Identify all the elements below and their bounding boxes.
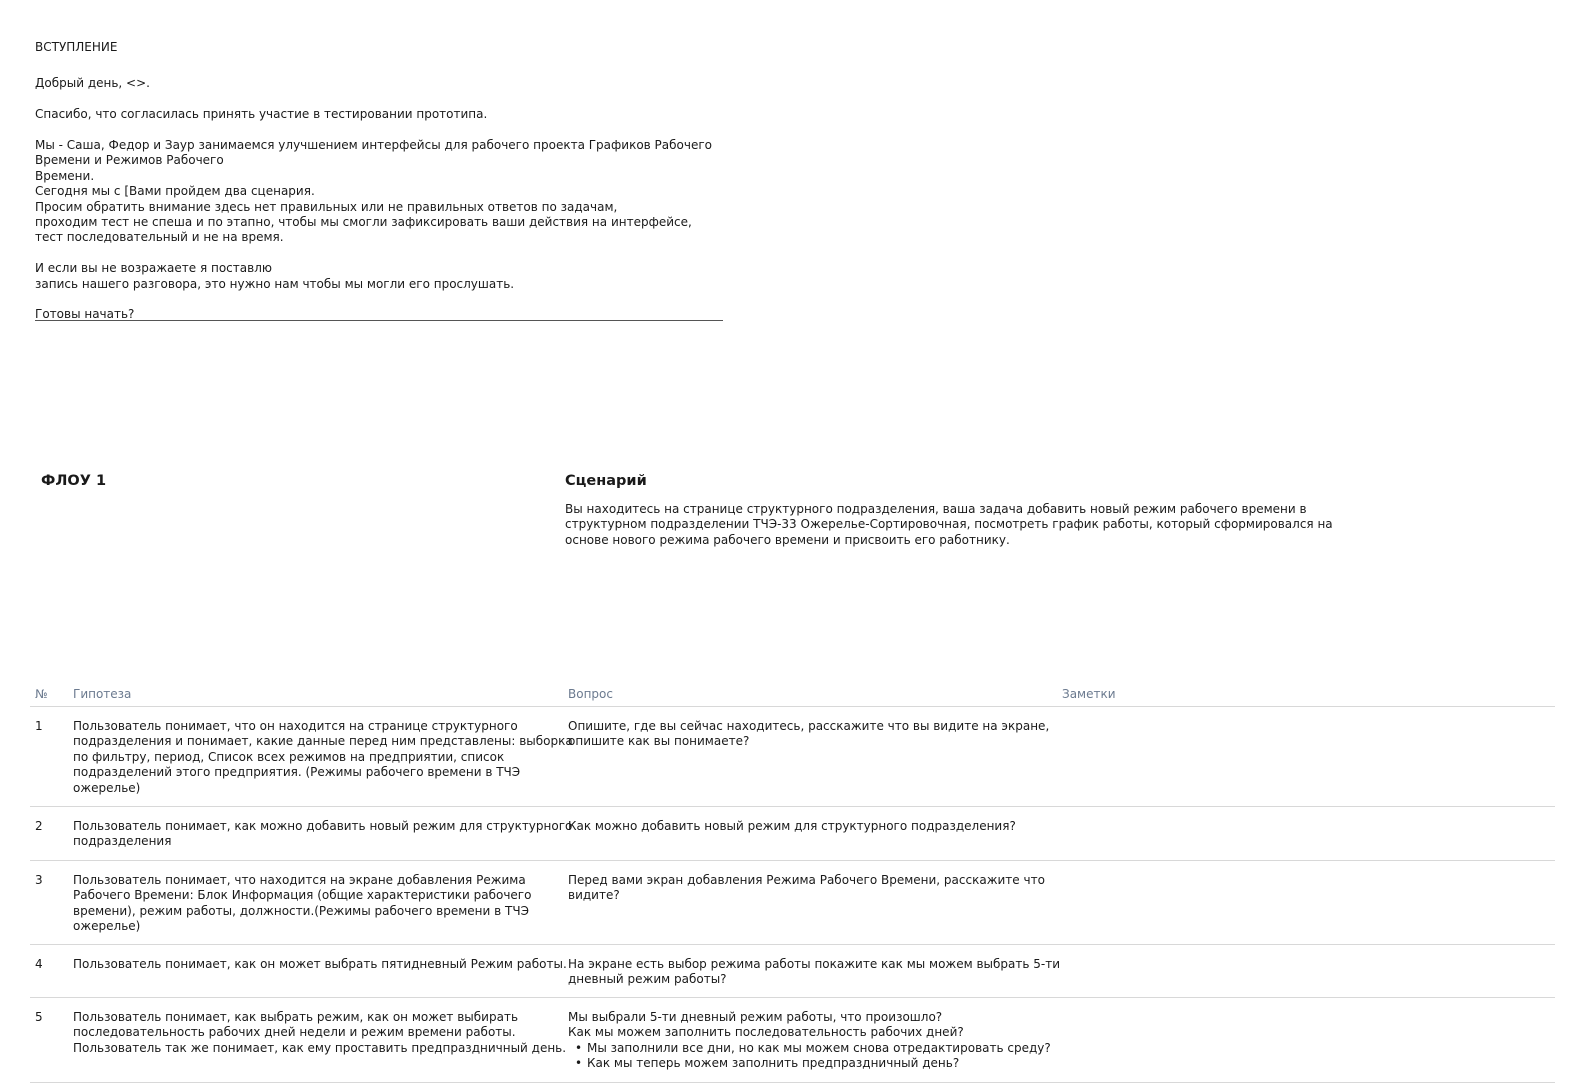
row-question: На экране есть выбор режима работы покажите как мы можем выбрать 5-ти дневный режим работы? bbox=[568, 957, 1061, 987]
row-hypothesis: Пользователь понимает, как выбрать режим, как он может выбирать последовательность рабочих дней недели и режим времени работы. Пользователь так же понимает, как ему проставить предпраздничный день. bbox=[73, 1010, 567, 1055]
intro-thanks: Спасибо, что согласилась принять участие в тестировании прототипа. bbox=[35, 107, 488, 122]
question-bullet: • Мы заполнили все дни, но как мы можем снова отредактировать среду? bbox=[568, 1041, 1068, 1056]
table-row bbox=[30, 707, 1555, 807]
flow-title: ФЛОУ 1 bbox=[41, 473, 107, 489]
header-hypothesis: Гипотеза bbox=[73, 687, 132, 701]
intro-team-line: Мы - Саша, Федор и Заур занимаемся улучшением интерфейсы для рабочего проекта Графиков Рабочего Времени и Режимов Рабочего bbox=[35, 138, 713, 168]
question-bullet-list bbox=[568, 1041, 1068, 1072]
intro-heading: ВСТУПЛЕНИЕ bbox=[35, 40, 118, 54]
intro-team-paragraph bbox=[35, 138, 725, 246]
intro-record-paragraph bbox=[35, 261, 725, 292]
intro-team-line: Сегодня мы с [Вами пройдем два сценария. bbox=[35, 184, 315, 199]
intro-team-line: Просим обратить внимание здесь нет правильных или не правильных ответов по задачам, bbox=[35, 199, 618, 214]
row-question: Как можно добавить новый режим для структурного подразделения? bbox=[568, 819, 1016, 833]
hypothesis-table bbox=[30, 687, 1555, 1083]
row-hypothesis: Пользователь понимает, что он находится на странице структурного подразделения и понимает, какие данные перед ним представлены: выборка по фильтру, период, Список всех режимов на предприятии, список подразделений этого предприятия. (Режимы рабочего времени в ТЧЭ ожерелье) bbox=[73, 719, 573, 795]
row-num: 1 bbox=[35, 719, 43, 733]
scenario-title: Сценарий bbox=[565, 473, 647, 489]
intro-team-line: тест последовательный и не на время. bbox=[35, 230, 284, 245]
row-num: 4 bbox=[35, 957, 43, 971]
table-row bbox=[30, 998, 1555, 1083]
table-row bbox=[30, 861, 1555, 945]
question-line: Мы выбрали 5-ти дневный режим работы, что произошло? bbox=[568, 1010, 943, 1024]
intro-record-line: И если вы не возражаете я поставлю bbox=[35, 261, 272, 276]
row-num: 2 bbox=[35, 819, 43, 833]
table-header-row bbox=[30, 687, 1555, 707]
row-num: 3 bbox=[35, 873, 43, 887]
intro-team-line: проходим тест не спеша и по этапно, чтобы мы смогли зафиксировать ваши действия на интерфейсе, bbox=[35, 215, 692, 230]
header-notes: Заметки bbox=[1062, 687, 1116, 701]
row-question: Перед вами экран добавления Режима Рабочего Времени, расскажите что видите? bbox=[568, 873, 1045, 903]
intro-ready-question: Готовы начать? bbox=[35, 307, 135, 322]
scenario-text: Вы находитесь на странице структурного подразделения, ваша задача добавить новый режим рабочего времени в структурном подразделении ТЧЭ-33 Ожерелье-Сортировочная, посмотреть график работы, который сформировался на основе нового режима рабочего времени и присвоить его работнику. bbox=[565, 502, 1333, 547]
row-num: 5 bbox=[35, 1010, 43, 1024]
header-question: Вопрос bbox=[568, 687, 613, 701]
intro-team-line: Времени. bbox=[35, 168, 95, 183]
row-question bbox=[568, 1010, 1068, 1072]
header-num: № bbox=[35, 687, 48, 701]
intro-section bbox=[35, 40, 725, 329]
intro-greeting: Добрый день, <>. bbox=[35, 76, 150, 91]
table-row bbox=[30, 807, 1555, 861]
intro-record-line: запись нашего разговора, это нужно нам чтобы мы могли его прослушать. bbox=[35, 276, 515, 291]
row-hypothesis: Пользователь понимает, как можно добавить новый режим для структурного подразделения bbox=[73, 819, 573, 849]
question-line: Как мы можем заполнить последовательность рабочих дней? bbox=[568, 1025, 964, 1040]
row-hypothesis: Пользователь понимает, что находится на экране добавления Режима Рабочего Времени: Блок Информация (общие характеристики рабочего времени), режим работы, должности.(Режимы рабочего времени в ТЧЭ ожерелье) bbox=[73, 873, 532, 934]
row-question: Опишите, где вы сейчас находитесь, расскажите что вы видите на экране, опишите как вы понимаете? bbox=[568, 719, 1050, 749]
table-row bbox=[30, 945, 1555, 998]
question-bullet: • Как мы теперь можем заполнить предпраздничный день? bbox=[568, 1056, 1068, 1071]
divider bbox=[35, 320, 723, 321]
row-hypothesis: Пользователь понимает, как он может выбрать пятидневный Режим работы. bbox=[73, 957, 567, 971]
